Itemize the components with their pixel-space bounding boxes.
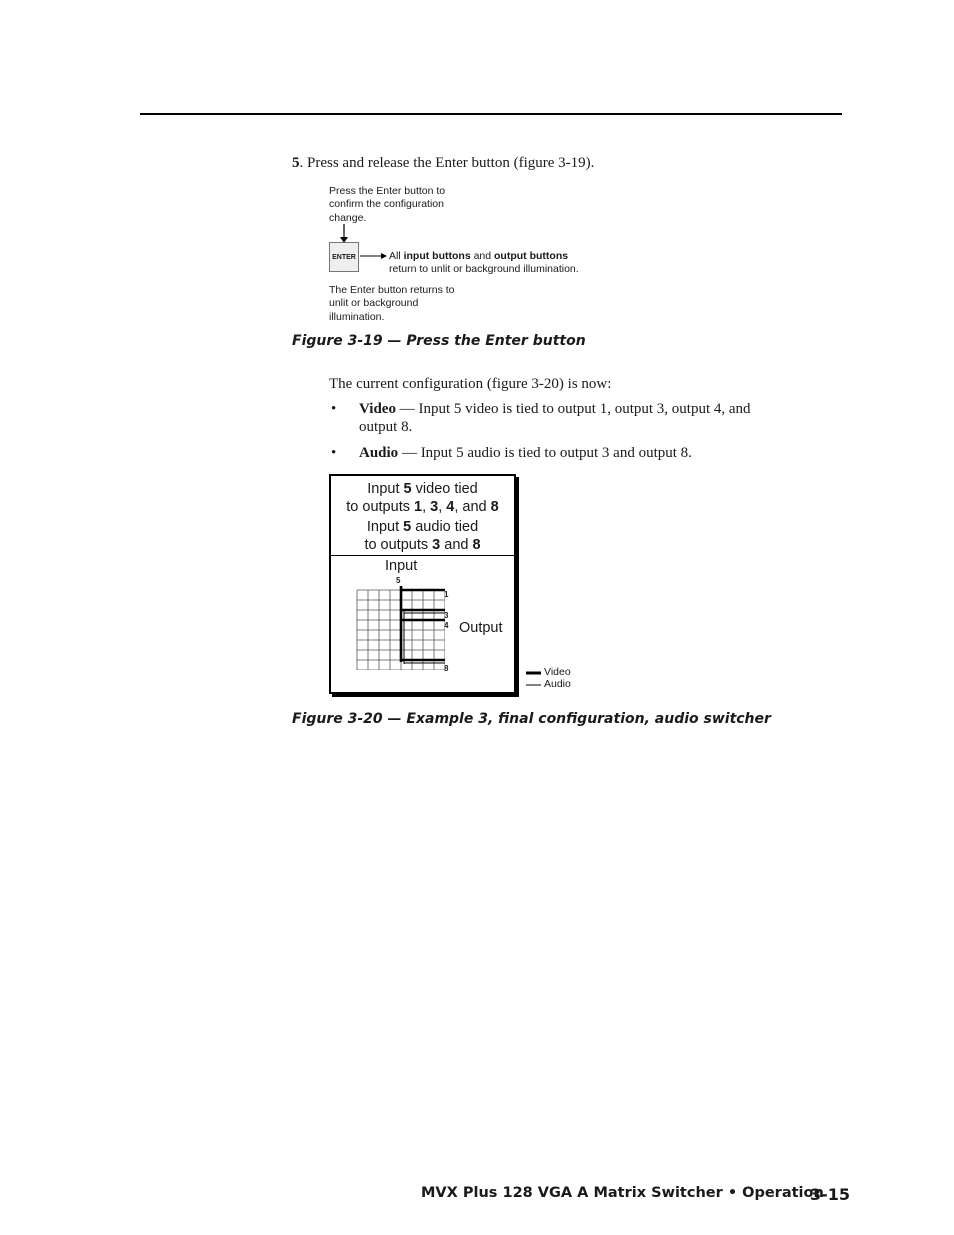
figure-3-19-caption: Figure 3-19 — Press the Enter button (292, 333, 586, 349)
text-run: 1 (414, 499, 423, 515)
callout-bottom-line: illumination. (329, 310, 385, 323)
text-run: and (470, 250, 495, 262)
callout-top-line: Press the Enter button to (329, 185, 446, 197)
text-run: output buttons (494, 250, 569, 262)
text-run: All (389, 250, 404, 262)
enter-button: ENTER (329, 242, 359, 272)
input-number: 5 (396, 576, 401, 585)
callout-right (389, 250, 579, 277)
text-run: , and (454, 499, 491, 515)
text-run: to outputs (346, 499, 414, 515)
text-run: 3 (430, 499, 439, 515)
video-text-continued: output 8. (359, 419, 413, 435)
step-number: 5 (292, 155, 300, 171)
callout-top-line: change. (329, 211, 367, 224)
header-rule (140, 113, 842, 115)
output-number: 4 (444, 621, 449, 630)
step-5 (292, 154, 594, 172)
text-run: Input (367, 481, 404, 497)
output-number: 3 (444, 611, 449, 620)
text-run: and (440, 537, 473, 553)
text-run: to outputs (364, 537, 433, 553)
panel-text-audio (331, 518, 514, 554)
bullet: • (331, 401, 337, 417)
text-run: 8 (472, 537, 481, 553)
input-label: Input (385, 558, 418, 574)
text-run: Input (366, 519, 404, 535)
output-number: 1 (444, 590, 449, 599)
figure-3-20-caption: Figure 3-20 — Example 3, final configuration, audio switcher (292, 711, 771, 727)
text-run: , (438, 499, 447, 515)
footer-title: MVX Plus 128 VGA A Matrix Switcher • Operation (421, 1185, 824, 1201)
text-run: audio tied (411, 519, 479, 535)
text-run: 5 (403, 481, 412, 497)
legend-video: Video (544, 666, 571, 678)
legend-audio: Audio (544, 678, 571, 690)
callout-top-line: confirm the configuration (329, 198, 444, 211)
bullet: • (331, 445, 337, 461)
text-run: 3 (432, 537, 441, 553)
step-text: . Press and release the Enter button (figure 3-19). (299, 155, 595, 171)
text-run: 5 (403, 519, 412, 535)
output-number: 8 (444, 664, 449, 673)
text-run: 8 (490, 499, 499, 515)
video-label: Video (359, 401, 396, 417)
text-run: video tied (411, 481, 478, 497)
matrix-grid (355, 586, 445, 670)
callout-bottom-line: unlit or background (329, 297, 419, 310)
video-text: — Input 5 video is tied to output 1, output 3, output 4, and (395, 401, 751, 417)
video-bullet-text (359, 400, 751, 436)
panel-divider (331, 555, 514, 556)
callout-bottom-line: The Enter button returns to (329, 284, 455, 296)
audio-bullet-text (359, 444, 692, 462)
config-intro: The current configuration (figure 3-20) is now: (329, 376, 612, 392)
page-number: 3-15 (810, 1185, 851, 1204)
text-run: 4 (446, 499, 455, 515)
legend-swatches (524, 668, 544, 688)
config-panel (329, 474, 516, 694)
text-run: , (422, 499, 431, 515)
panel-text-video (331, 480, 514, 516)
text-run: input buttons (403, 250, 471, 262)
audio-text: — Input 5 audio is tied to output 3 and output 8. (398, 445, 692, 461)
callout-bottom (329, 284, 455, 324)
audio-label: Audio (359, 445, 399, 461)
output-label: Output (459, 620, 503, 636)
callout-top (329, 185, 445, 225)
callout-right-line: return to unlit or background illumination. (389, 263, 579, 276)
